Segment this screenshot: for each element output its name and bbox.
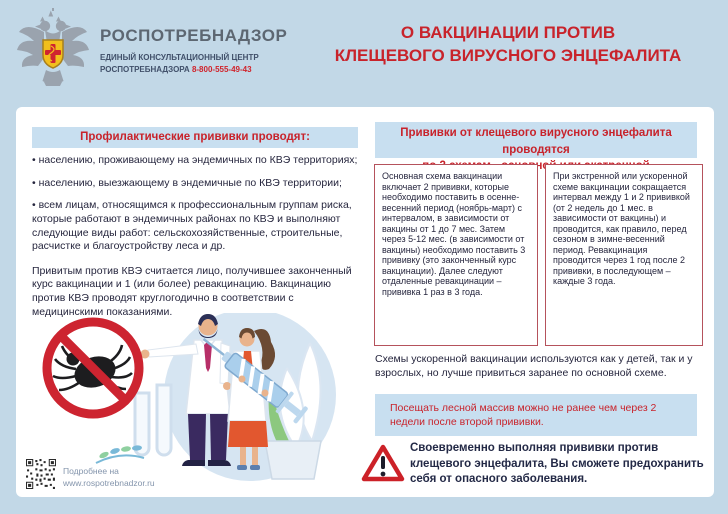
- bullet-item: • населению, проживающему на эндемичных по КВЭ территориях;: [32, 154, 362, 168]
- org-block: [100, 26, 287, 75]
- left-heading: Профилактические прививки проводят:: [32, 127, 358, 148]
- scheme-box-urgent: При экстренной или ускоренной схеме вакцинации сокращается интервал между 1 и 2 прививкой (от 2 недель до 1 мес. в зависимости от вакцины) и проводится, как правило, перед сезоном в зимне-весенний период. Ревакцинация проводится через 1 год после 2 прививки, в последующем – каждые 3 года.: [545, 164, 703, 346]
- qr-caption: [63, 465, 155, 490]
- bullet-item: • населению, выезжающему в эндемичные по КВЭ территории;: [32, 177, 362, 191]
- hotline-phone: 8-800-555-49-43: [191, 64, 252, 74]
- forest-highlight: Посещать лесной массив можно не ранее чем через 2 недели после второй прививки.: [375, 394, 697, 436]
- bullet-item: • всем лицам, относящимся к профессиональным группам риска, которые работают в эндемичных районах по КВЭ и выполняют следующие виды работ: сельскохозяйственные, строительные, расчистке и благоустройству леса и др.: [32, 199, 362, 254]
- org-subtitle-line1: ЕДИНЫЙ КОНСУЛЬТАЦИОННЫЙ ЦЕНТР: [100, 53, 259, 62]
- page-title: [302, 22, 714, 68]
- rospotrebnadzor-emblem-icon: [14, 8, 92, 90]
- right-heading: [375, 122, 697, 158]
- vaccination-illustration: [18, 313, 353, 483]
- warning-triangle-icon: [361, 443, 405, 483]
- left-text-block: [32, 154, 362, 319]
- org-subtitle: [100, 52, 287, 75]
- no-tick-sign-icon: [47, 322, 139, 414]
- warning-text: Своевременно выполняя прививки против клещевого энцефалита, Вы сможете предохранить себя от опасного заболевания.: [410, 442, 704, 486]
- qr-caption-line1: Подробнее на: [63, 466, 119, 476]
- org-subtitle-line2: РОСПОТРЕБНАДЗОРА: [100, 64, 190, 74]
- page-title-line2: КЛЕЩЕВОГО ВИРУСНОГО ЭНЦЕФАЛИТА: [334, 45, 682, 65]
- website-url: www.rospotrebnadzor.ru: [63, 478, 155, 489]
- right-heading-line1: Прививки от клещевого вирусного энцефалита проводятся: [400, 127, 672, 156]
- page-title-line1: О ВАКЦИНАЦИИ ПРОТИВ: [400, 23, 616, 42]
- test-tubes-icon: [135, 385, 171, 455]
- content-card: [16, 107, 714, 497]
- org-name: РОСПОТРЕБНАДЗОР: [100, 26, 288, 45]
- scheme-box-main: Основная схема вакцинации включает 2 прививки, которые необходимо поставить в осенне-весенний период (ноябрь-март) с интервалом, в зависимости от вакцины от 1 до 7 мес. Затем через 5-12 мес. (в зависимости от вакцины) необходимо поставить 3 прививку (это законченный курс вакцинации). Далее следуют отдаленные ревакцинации – прививка 1 раз в 3 года.: [374, 164, 538, 346]
- qr-code-icon: [26, 459, 56, 489]
- left-paragraph: Привитым против КВЭ считается лицо, получившее законченный курс вакцинации и 1 (или более) ревакцинацию. Вакцинацию против КВЭ проводят круглогодично в соответствии с медицинскими показаниями.: [32, 264, 352, 318]
- schemes-note: Схемы ускоренной вакцинации используются как у детей, так и у взрослых, но лучше привиться заранее по основной схеме.: [375, 353, 693, 379]
